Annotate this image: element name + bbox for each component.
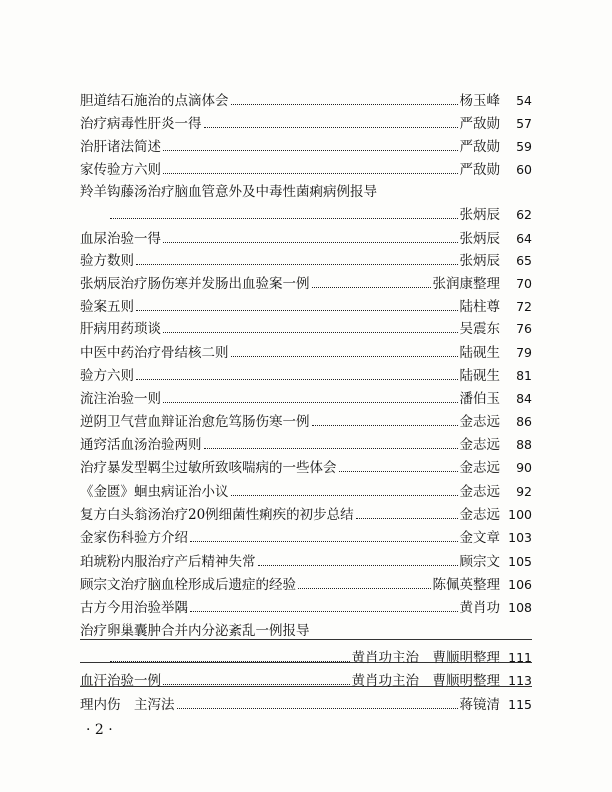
- toc-entry-title: 《金匮》蛔虫病证治小议: [80, 484, 229, 500]
- toc-entry-title: 流注治验一则: [80, 391, 161, 407]
- toc-entry-author: 陆砚生: [459, 345, 500, 361]
- page-number-folio: · 2 ·: [86, 722, 113, 738]
- toc-entry-heading: 治疗卵巢囊肿合并内分泌紊乱一例报导: [80, 623, 310, 639]
- toc-entry-page-number: 105: [508, 554, 532, 569]
- toc-entry-page-number: 72: [516, 299, 532, 314]
- toc-entry-page-number: 111: [508, 650, 532, 665]
- toc-entry-author: 严敌勋: [459, 116, 500, 132]
- toc-entry-title: 治肝诸法简述: [80, 139, 161, 155]
- toc-entry-title: 金家伤科验方介绍: [80, 530, 188, 546]
- toc-entry: [80, 296, 532, 318]
- dot-leader: [136, 379, 458, 380]
- toc-entry-author: 张炳辰: [459, 253, 500, 269]
- toc-entry-title: 验案五则: [80, 299, 134, 315]
- toc-entry: [80, 574, 532, 596]
- toc-entry: [80, 136, 532, 158]
- toc-entry-author: 顾宗文: [459, 554, 500, 570]
- toc-entry-title: 验方数则: [80, 253, 134, 269]
- toc-entry: [80, 90, 532, 112]
- dot-leader: [258, 565, 458, 566]
- toc-entry-title: 珀琥粉内服治疗产后精神失常: [80, 554, 256, 570]
- toc-entry: [108, 647, 532, 669]
- dot-leader: [163, 684, 350, 685]
- toc-entry-title: 治疗病毒性肝炎一得: [80, 116, 202, 132]
- toc-entry: [80, 434, 532, 456]
- dot-leader: [163, 173, 458, 174]
- toc-entry-author: 金文章: [459, 530, 500, 546]
- toc-entry-author: 张炳辰: [459, 231, 500, 247]
- toc-entry: [80, 504, 532, 526]
- toc-entry-author: 金志远: [459, 437, 500, 453]
- toc-entry-author: 严敌勋: [459, 162, 500, 178]
- toc-entry: [80, 481, 532, 503]
- dot-leader: [231, 495, 458, 496]
- dot-leader: [163, 150, 458, 151]
- dot-leader: [190, 611, 458, 612]
- dot-leader: [110, 218, 458, 219]
- toc-entry: [80, 159, 532, 181]
- toc-entry-page-number: 62: [516, 207, 532, 222]
- toc-entry: [80, 551, 532, 573]
- toc-entry-title: 家传验方六则: [80, 162, 161, 178]
- dot-leader: [231, 356, 458, 357]
- toc-entry-title: 逆阴卫气营血辩证治愈危笃肠伤寒一例: [80, 414, 310, 430]
- toc-entry-page-number: 88: [516, 437, 532, 452]
- toc-entry-author: 张润康整理: [432, 276, 500, 292]
- toc-entry-page-number: 86: [516, 414, 532, 429]
- toc-entry-page-number: 103: [508, 530, 532, 545]
- toc-entry-author: 蒋镜清: [459, 697, 500, 713]
- toc-entry-author: 金志远: [459, 507, 500, 523]
- dot-leader: [177, 708, 458, 709]
- dot-leader: [356, 518, 458, 519]
- dot-leader: [339, 471, 458, 472]
- toc-entry: [80, 694, 532, 716]
- dot-leader: [163, 332, 458, 333]
- toc-entry: [80, 457, 532, 479]
- toc-entry: [80, 388, 532, 410]
- toc-entry: [80, 597, 532, 619]
- toc-entry-title: 通窍活血汤治验两则: [80, 437, 202, 453]
- toc-entry-page-number: 65: [516, 253, 532, 268]
- toc-entry: [80, 273, 532, 295]
- toc-entry-page-number: 76: [516, 321, 532, 336]
- toc-entry-title: 治疗暴发型羁尘过敏所致咳喘病的一些体会: [80, 460, 337, 476]
- toc-entry: [80, 342, 532, 364]
- toc-entry-title: 验方六则: [80, 368, 134, 384]
- rule-line: [80, 639, 532, 640]
- toc-entry: [80, 250, 532, 272]
- rule-line: [80, 662, 532, 663]
- toc-entry-page-number: 84: [516, 391, 532, 406]
- toc-entry-title: 中医中药治疗骨结核二则: [80, 345, 229, 361]
- toc-entry-title: 理内伤 主泻法: [80, 697, 175, 713]
- toc-entry-author: 陆砚生: [459, 368, 500, 384]
- toc-entry-author: 陈佩英整理: [432, 577, 500, 593]
- toc-entry-heading: 羚羊钩藤汤治疗脑血管意外及中毒性菌痢病例报导: [80, 184, 377, 200]
- dot-leader: [298, 588, 431, 589]
- toc-entry-page-number: 108: [508, 600, 532, 615]
- toc-entry-title: 张炳辰治疗肠伤寒并发肠出血验案一例: [80, 276, 310, 292]
- toc-entry: [80, 228, 532, 250]
- toc-entry-author: 黄肖功主治 曹顺明整理: [351, 673, 500, 689]
- toc-entry: [80, 670, 532, 692]
- toc-entry-author: 张炳辰: [459, 207, 500, 223]
- toc-entry-author: 杨玉峰: [459, 93, 500, 109]
- dot-leader: [190, 541, 458, 542]
- toc-entry-page-number: 115: [508, 697, 532, 712]
- toc-entry-title: 血尿治验一得: [80, 231, 161, 247]
- toc-entry-author: 潘伯玉: [459, 391, 500, 407]
- toc-entry-page-number: 54: [516, 93, 532, 108]
- dot-leader: [163, 242, 458, 243]
- dot-leader: [204, 448, 458, 449]
- dot-leader: [204, 127, 458, 128]
- toc-entry-title: 复方白头翁汤治疗20例细菌性痢疾的初步总结: [80, 507, 354, 523]
- toc-entry-author: 陆柱尊: [459, 299, 500, 315]
- toc-entry-page-number: 79: [516, 345, 532, 360]
- toc-entry-page-number: 59: [516, 139, 532, 154]
- toc-entry-page-number: 113: [508, 673, 532, 688]
- toc-entry-title: 古方今用治验举隅: [80, 600, 188, 616]
- toc-entry-title: 胆道结石施治的点滴体会: [80, 93, 229, 109]
- dot-leader: [136, 310, 458, 311]
- toc-entry: [108, 204, 532, 226]
- toc-entry-author: 金志远: [459, 484, 500, 500]
- dot-leader: [312, 287, 431, 288]
- toc-entry-author: 金志远: [459, 414, 500, 430]
- toc-entry: [80, 527, 532, 549]
- toc-entry-page-number: 90: [516, 460, 532, 475]
- toc-entry: [80, 318, 532, 340]
- toc-entry-author: 严敌勋: [459, 139, 500, 155]
- toc-entry-page-number: 64: [516, 231, 532, 246]
- toc-entry: [80, 113, 532, 135]
- toc-entry-page-number: 57: [516, 116, 532, 131]
- toc-entry: [80, 365, 532, 387]
- toc-entry-page-number: 92: [516, 484, 532, 499]
- toc-entry-author: 黄肖功: [459, 600, 500, 616]
- rule-line: [80, 686, 532, 687]
- toc-entry-author: 吴震东: [459, 321, 500, 337]
- toc-entry-page-number: 60: [516, 162, 532, 177]
- toc-entry-title: 肝病用药琐谈: [80, 321, 161, 337]
- toc-entry-author: 金志远: [459, 460, 500, 476]
- toc-entry-title: 顾宗文治疗脑血栓形成后遗症的经验: [80, 577, 296, 593]
- toc-entry-page-number: 70: [516, 276, 532, 291]
- dot-leader: [231, 104, 458, 105]
- dot-leader: [136, 264, 458, 265]
- toc-entry-page-number: 106: [508, 577, 532, 592]
- toc-entry: [80, 411, 532, 433]
- toc-entry-page-number: 81: [516, 368, 532, 383]
- dot-leader: [312, 425, 458, 426]
- dot-leader: [163, 402, 458, 403]
- toc-entry-title: 血汗治验一例: [80, 673, 161, 689]
- toc-entry-page-number: 100: [508, 507, 532, 522]
- toc-entry-author: 黄肖功主治 曹顺明整理: [351, 650, 500, 666]
